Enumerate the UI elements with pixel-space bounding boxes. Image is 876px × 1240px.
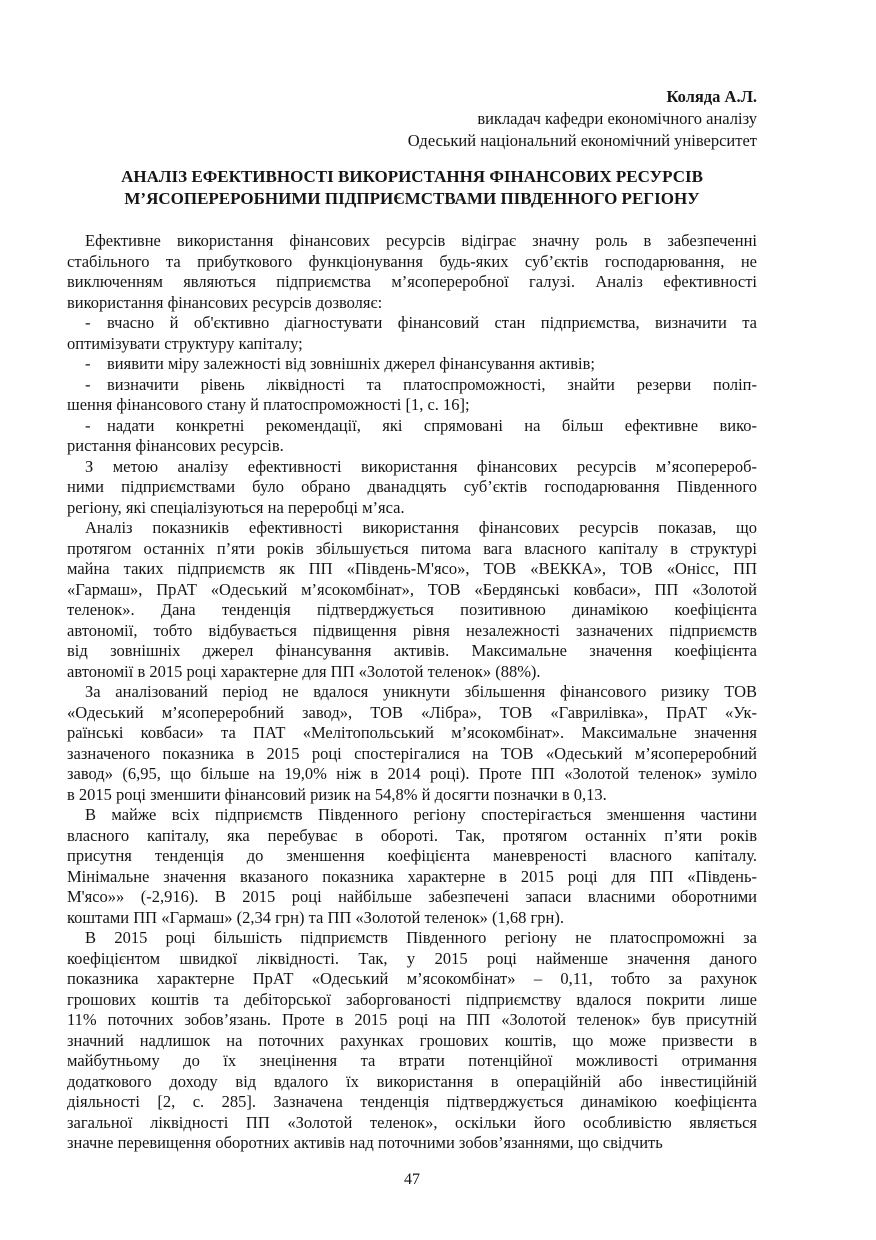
text-line: раїнські ковбаси» та ПАТ «Мелітопольський м’ясокомбінат». Максимальне значення [67,723,757,742]
text-line: Ефективне використання фінансових ресурсів відіграє значну роль в забезпеченні [85,231,757,250]
text-line: Мінімальне значення вказаного показника характерне в 2015 році для ПП «Південь- [67,866,757,886]
text-line: майбутньому до їх знецінення та втрати потенційної можливості отримання [67,1051,757,1070]
text-line: «Гармаш», ПрАТ «Одеський м’ясокомбінат», ТОВ «Бердянські ковбаси», ПП «Золотой [67,579,757,599]
paragraph [67,682,757,805]
text-line: власного капіталу, яка перебуває в обороті. Так, протягом останніх п’яти років [67,825,757,845]
paragraph [67,231,757,313]
author-affiliation: Одеський національний економічний університет [407,131,757,150]
text-line: присутня тенденція до зменшення коефіцієнта маневреності власного капіталу. [67,846,757,865]
text-line: автономії в 2015 році характерне для ПП «Золотой теленок» (88%). [67,661,541,681]
text-line: шення фінансового стану й платоспроможності [1, с. 16]; [67,395,470,414]
text-line: В майже всіх підприємств Південного регіону спостерігається зменшення частини [85,805,757,824]
article-title [67,166,757,210]
text-line: протягом останніх п’яти років збільшується питома вага власного капіталу в структурі [67,538,757,558]
text-line: використання фінансових ресурсів дозволяє: [67,292,383,312]
paragraph [67,354,757,375]
text-line: «Одеський м’ясопереробний завод», ТОВ «Лібра», ТОВ «Гаврилівка», ПрАТ «Ук- [67,702,757,722]
body-paragraphs [67,231,757,1154]
paragraph [67,928,757,1154]
paragraph [67,375,757,416]
text-line: коштами ПП «Гармаш» (2,34 грн) та ПП «Золотой теленок» (1,68 грн). [67,907,564,927]
text-line: - надати конкретні рекомендації, які спрямовані на більш ефективне вико- [85,415,757,435]
title-line: М’ЯСОПЕРЕРОБНИМИ ПІДПРИЄМСТВАМИ ПІВДЕННОГО РЕГІОНУ [124,189,700,208]
title-line: АНАЛІЗ ЕФЕКТИВНОСТІ ВИКОРИСТАННЯ ФІНАНСОВИХ РЕСУРСІВ [121,167,703,186]
paragraph [67,416,757,457]
text-line: ристання фінансових ресурсів. [67,436,284,455]
text-line: діяльності [2, с. 285]. Зазначена тенденція підтверджується динамікою коефіцієнта [67,1092,757,1111]
text-line: оптимізувати структуру капіталу; [67,333,303,353]
paragraph [67,518,757,682]
author-name: Коляда А.Л. [666,87,757,106]
text-line: - визначити рівень ліквідності та платоспроможності, знайти резерви поліп- [85,374,757,394]
text-line: стабільного та прибуткового функціонування будь-яких суб’єктів господарювання, не [67,251,757,271]
text-line: завод» (6,95, що більше на 19,0% ніж в 2014 році). Проте ПП «Золотой теленок» зуміло [67,764,757,783]
text-line: - вчасно й об'єктивно діагностувати фінансовий стан підприємства, визначити та [85,313,757,332]
paragraph [67,457,757,519]
text-line: автономії, тобто відбувається підвищення рівня незалежності зазначених підприємств [67,620,757,640]
text-line: майна таких підприємств як ПП «Південь-М'ясо», ТОВ «ВЕККА», ТОВ «Онісс, ПП [67,559,757,578]
text-line: В 2015 році більшість підприємств Південного регіону не платоспроможні за [85,928,757,947]
text-line: ними підприємствами було обрано дванадцять суб’єктів господарювання Південного [67,477,757,496]
text-line: Аналіз показників ефективності використання фінансових ресурсів показав, що [85,518,757,537]
text-line: додаткового доходу від вдалого їх використання в операційній або інвестиційній [67,1071,757,1091]
text-line: виключенням являються підприємства м’ясопереробної галузі. Аналіз ефективності [67,272,757,291]
text-line: З метою аналізу ефективності використання фінансових ресурсів м’ясоперероб- [85,456,757,476]
page-content [67,0,757,1190]
author-role: викладач кафедри економічного аналізу [477,109,757,128]
text-line: грошових коштів та дебіторської заборгованості підприємству вдалося покрити лише [67,989,757,1009]
text-line: значний надлишок на поточних рахунках грошових коштів, що може призвести в [67,1030,757,1050]
paragraph [67,313,757,354]
text-line: регіону, які спеціалізуються на переробці м’яса. [67,497,405,517]
text-line: показника характерне ПрАТ «Одеський м’ясокомбінат» – 0,11, тобто за рахунок [67,969,757,988]
text-line: значне перевищення оборотних активів над поточними зобов’язаннями, що свідчить [67,1133,663,1152]
text-line: теленок». Дана тенденція підтверджується позитивною динамікою коефіцієнта [67,600,757,619]
text-line: загальної ліквідності ПП «Золотой теленок», оскільки його особливістю являється [67,1112,757,1132]
text-line: 11% поточних зобов’язань. Проте в 2015 році на ПП «Золотой теленок» був присутній [67,1010,757,1029]
author-block [67,86,757,152]
text-line: від зовнішніх джерел фінансування активів. Максимальне значення коефіцієнта [67,641,757,660]
text-line: За аналізований період не вдалося уникнути збільшення фінансового ризику ТОВ [85,682,757,701]
text-line: зазначеного показника в 2015 році спостерігалися на ТОВ «Одеський м’ясопереробний [67,743,757,763]
paragraph [67,805,757,928]
page-number: 47 [404,1170,420,1188]
text-line: коефіцієнтом швидкої ліквідності. Так, у 2015 році найменше значення даного [67,948,757,968]
text-line: - виявити міру залежності від зовнішніх джерел фінансування активів; [85,354,596,373]
text-line: М'ясо»» (-2,916). В 2015 році найбільше забезпечені запаси власними оборотними [67,887,757,906]
text-line: в 2015 році зменшити фінансовий ризик на 54,8% й досягти позначки в 0,13. [67,784,607,804]
